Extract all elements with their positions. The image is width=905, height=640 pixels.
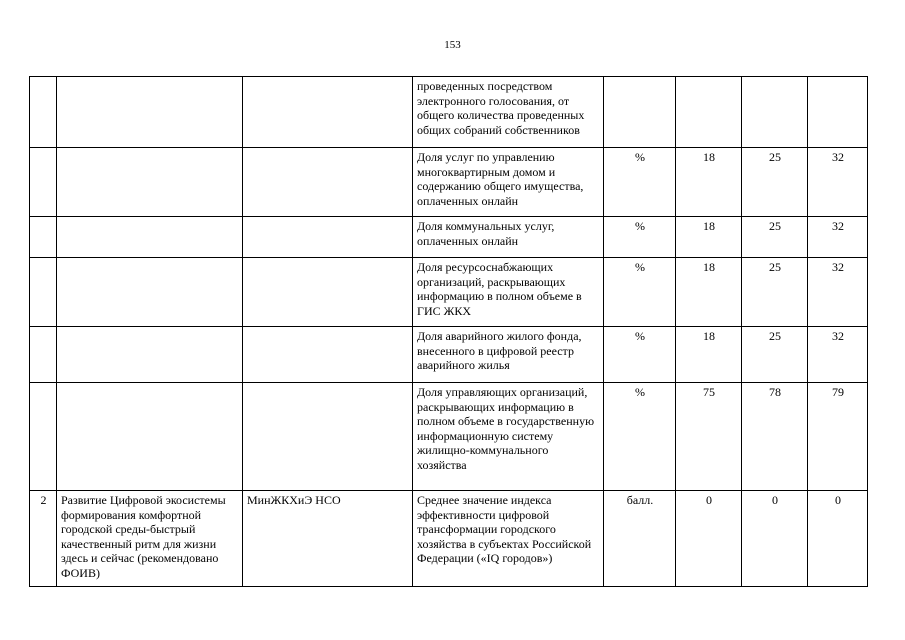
project-cell bbox=[57, 217, 243, 258]
responsible-cell bbox=[243, 217, 413, 258]
value-3-cell: 79 bbox=[808, 383, 868, 491]
table-row bbox=[30, 217, 868, 258]
unit-cell: % bbox=[604, 148, 676, 217]
value-3-cell bbox=[808, 77, 868, 148]
value-1-cell: 18 bbox=[676, 327, 742, 383]
indicator-cell: Доля коммунальных услуг, оплаченных онлайн bbox=[413, 217, 604, 258]
row-number-cell: 2 bbox=[30, 491, 57, 587]
value-3-cell: 32 bbox=[808, 327, 868, 383]
responsible-cell: МинЖКХиЭ НСО bbox=[243, 491, 413, 587]
responsible-cell bbox=[243, 327, 413, 383]
row-number-cell bbox=[30, 77, 57, 148]
table-row bbox=[30, 77, 868, 148]
page-number: 153 bbox=[444, 39, 461, 51]
indicator-cell: Доля аварийного жилого фонда, внесенного в цифровой реестр аварийного жилья bbox=[413, 327, 604, 383]
responsible-cell bbox=[243, 77, 413, 148]
indicator-cell: Среднее значение индекса эффективности цифровой трансформации городского хозяйства в субъектах Российской Федерации («IQ городов») bbox=[413, 491, 604, 587]
row-number-cell bbox=[30, 327, 57, 383]
value-1-cell: 18 bbox=[676, 148, 742, 217]
project-cell bbox=[57, 77, 243, 148]
table-row bbox=[30, 258, 868, 327]
value-3-cell: 32 bbox=[808, 258, 868, 327]
row-number-cell bbox=[30, 217, 57, 258]
indicator-cell: проведенных посредством электронного голосования, от общего количества проведенных общих собраний собственников bbox=[413, 77, 604, 148]
unit-cell: % bbox=[604, 383, 676, 491]
value-1-cell: 18 bbox=[676, 217, 742, 258]
value-2-cell: 25 bbox=[742, 217, 808, 258]
table-row bbox=[30, 491, 868, 587]
value-2-cell bbox=[742, 77, 808, 148]
unit-cell: % bbox=[604, 258, 676, 327]
unit-cell: балл. bbox=[604, 491, 676, 587]
indicator-cell: Доля управляющих организаций, раскрывающих информацию в полном объеме в государственную информационную систему жилищно-коммунального хозяйства bbox=[413, 383, 604, 491]
row-number-cell bbox=[30, 148, 57, 217]
indicators-table bbox=[29, 76, 868, 587]
project-cell: Развитие Цифровой экосистемы формирования комфортной городской среды-быстрый качественный ритм для жизни здесь и сейчас (рекомендовано ФОИВ) bbox=[57, 491, 243, 587]
value-3-cell: 0 bbox=[808, 491, 868, 587]
indicator-cell: Доля услуг по управлению многоквартирным домом и содержанию общего имущества, оплаченных онлайн bbox=[413, 148, 604, 217]
value-1-cell: 0 bbox=[676, 491, 742, 587]
table-row bbox=[30, 148, 868, 217]
row-number-cell bbox=[30, 258, 57, 327]
value-2-cell: 25 bbox=[742, 148, 808, 217]
value-1-cell bbox=[676, 77, 742, 148]
row-number-cell bbox=[30, 383, 57, 491]
responsible-cell bbox=[243, 148, 413, 217]
table-row bbox=[30, 327, 868, 383]
table-row bbox=[30, 383, 868, 491]
value-3-cell: 32 bbox=[808, 217, 868, 258]
responsible-cell bbox=[243, 258, 413, 327]
value-1-cell: 18 bbox=[676, 258, 742, 327]
unit-cell bbox=[604, 77, 676, 148]
value-2-cell: 0 bbox=[742, 491, 808, 587]
value-2-cell: 78 bbox=[742, 383, 808, 491]
responsible-cell bbox=[243, 383, 413, 491]
project-cell bbox=[57, 383, 243, 491]
unit-cell: % bbox=[604, 327, 676, 383]
project-cell bbox=[57, 148, 243, 217]
project-cell bbox=[57, 327, 243, 383]
unit-cell: % bbox=[604, 217, 676, 258]
value-3-cell: 32 bbox=[808, 148, 868, 217]
indicator-cell: Доля ресурсоснабжающих организаций, раскрывающих информацию в полном объеме в ГИС ЖКХ bbox=[413, 258, 604, 327]
project-cell bbox=[57, 258, 243, 327]
value-1-cell: 75 bbox=[676, 383, 742, 491]
value-2-cell: 25 bbox=[742, 258, 808, 327]
value-2-cell: 25 bbox=[742, 327, 808, 383]
